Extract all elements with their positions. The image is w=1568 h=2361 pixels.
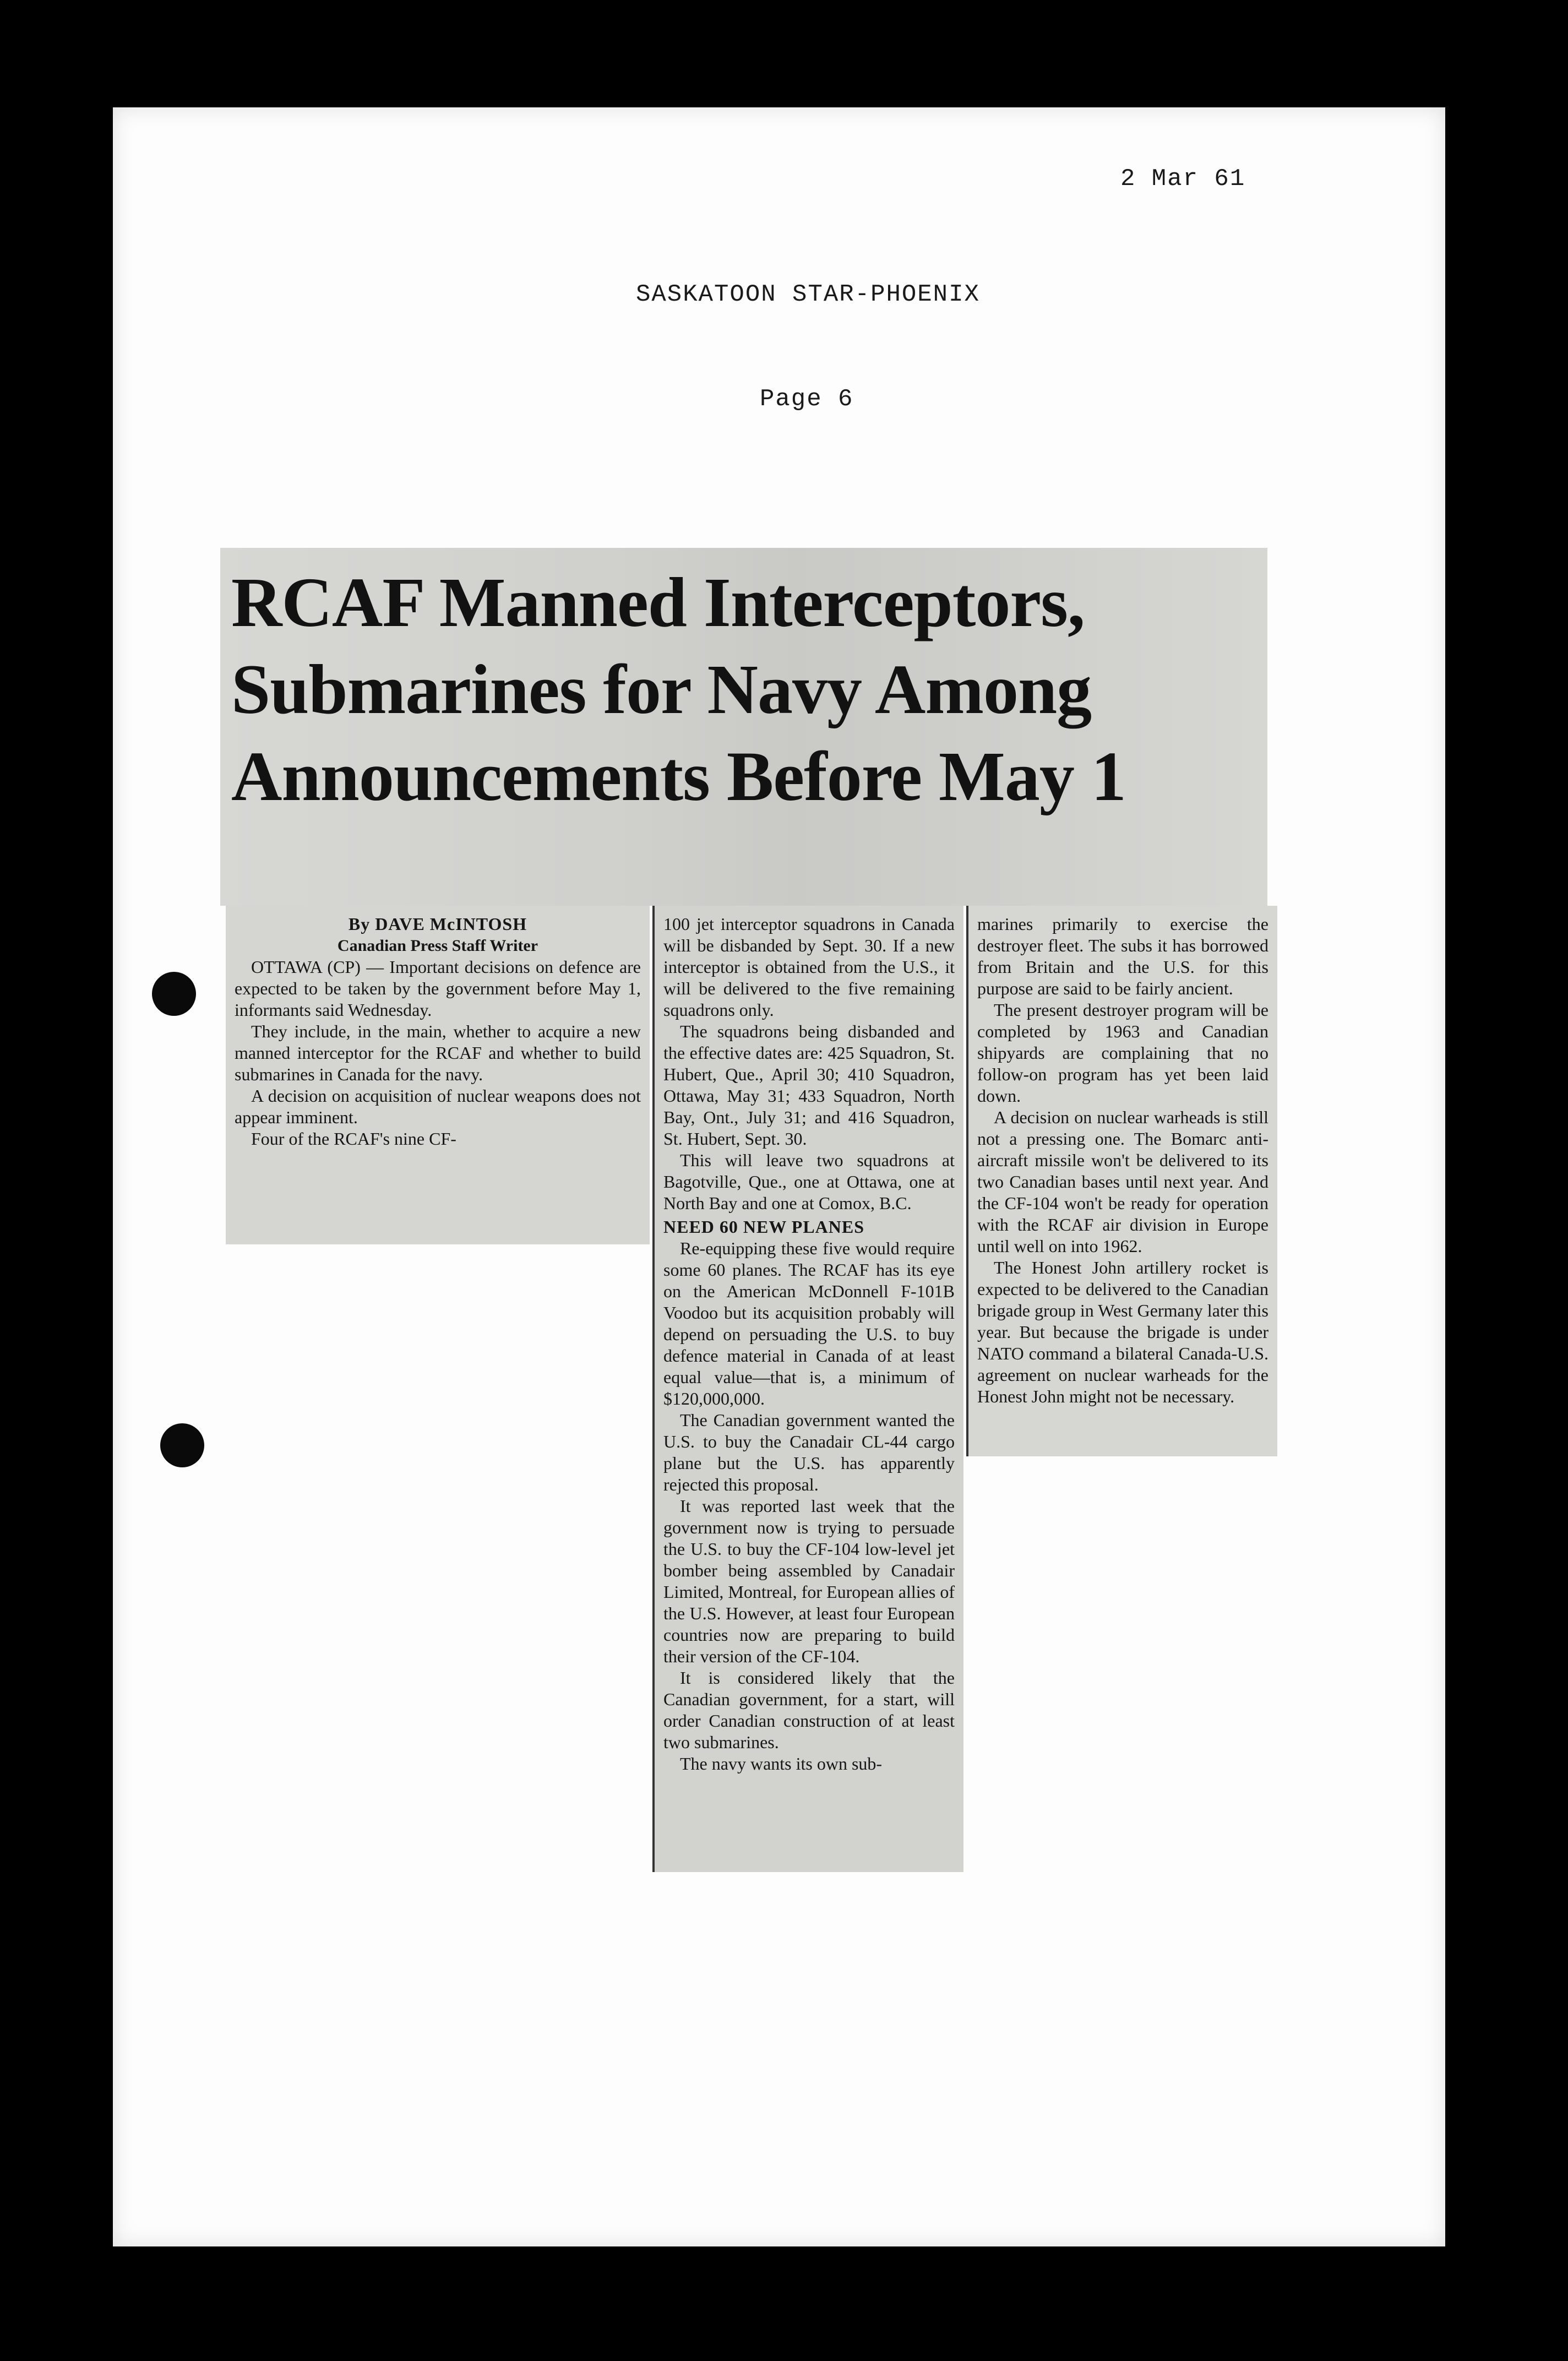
paragraph: OTTAWA (CP) — Important decisions on defence are expected to be taken by the government before May 1, informants said Wednesday. [235,957,641,1020]
byline: By DAVE McINTOSH [348,914,527,934]
paragraph: The navy wants its own sub- [680,1754,883,1774]
paragraph: They include, in the main, whether to acquire a new manned interceptor for the RCAF and whether to build submarines in Canada for the navy. [235,1021,641,1084]
paragraph: Re-equipping these five would require some 60 planes. The RCAF has its eye on the American McDonnell F-101B Voodoo but its acquisition probably will depend on persuading the U.S. to buy defence material in Canada of at least equal value—that is, a minimum of $120,000,000. [663,1238,955,1408]
subhead: NEED 60 NEW PLANES [663,1217,865,1237]
paragraph: 100 jet interceptor squadrons in Canada will be disbanded by Sept. 30. If a new interceptor is obtained from the U.S., it will be delivered to the five remaining squadrons only. [663,914,955,1020]
article-column-1 [226,906,650,1244]
paragraph: The squadrons being disbanded and the effective dates are: 425 Squadron, St. Hubert, Que., April 30; 410 Squadron, Ottawa, May 31; 433 Squadron, North Bay, Ont., July 31; and 416 Squadron, St. Hubert, Sept. 30. [663,1021,955,1149]
paragraph: The Honest John artillery rocket is expected to be delivered to the Canadian brigade group in West Germany later this year. But because the brigade is under NATO command a bilateral Canada-U.S. agreement on nuclear warheads for the Honest John might not be necessary. [977,1258,1268,1406]
headline [231,559,1255,820]
headline-line-2: Submarines for Navy Among [231,650,1092,728]
paragraph: It was reported last week that the government now is trying to persuade the U.S. to buy the CF-104 low-level jet bomber being assembled by Canadair Limited, Montreal, for European allies of the U.S. However, at least four European countries now are preparing to build their version of the CF-104. [663,1496,955,1666]
clipping-headline-block [220,548,1267,906]
punch-hole [152,972,196,1016]
paragraph: Four of the RCAF's nine CF- [251,1129,456,1149]
paragraph: A decision on acquisition of nuclear weapons does not appear imminent. [235,1086,641,1127]
paragraph: The Canadian government wanted the U.S. to buy the Canadair CL-44 cargo plane but the U.S. has apparently rejected this proposal. [663,1410,955,1494]
article-column-3 [966,906,1277,1456]
page-number: Page 6 [760,385,854,413]
paragraph: It is considered likely that the Canadian government, for a start, will order Canadian construction of at least two submarines. [663,1668,955,1752]
paragraph: This will leave two squadrons at Bagotville, Que., one at Ottawa, one at North Bay and one at Comox, B.C. [663,1150,955,1213]
article-column-2 [652,906,963,1872]
punch-hole [160,1423,204,1467]
paragraph: The present destroyer program will be completed by 1963 and Canadian shipyards are complaining that no follow-on program has yet been laid down. [977,1000,1268,1106]
headline-line-1: RCAF Manned Interceptors, [231,563,1085,641]
paragraph: A decision on nuclear warheads is still not a pressing one. The Bomarc anti-aircraft missile won't be delivered to its two Canadian bases until next year. And the CF-104 won't be ready for operation with the RCAF air division in Europe until well on into 1962. [977,1107,1268,1256]
newspaper-name: SASKATOON STAR-PHOENIX [636,281,980,308]
byline-credit: Canadian Press Staff Writer [337,937,538,955]
headline-line-3: Announcements Before May 1 [231,737,1126,815]
paragraph: marines primarily to exercise the destroyer fleet. The subs it has borrowed from Britain and the U.S. for this purpose are said to be fairly ancient. [977,914,1268,998]
typed-date: 2 Mar 61 [1120,165,1246,193]
